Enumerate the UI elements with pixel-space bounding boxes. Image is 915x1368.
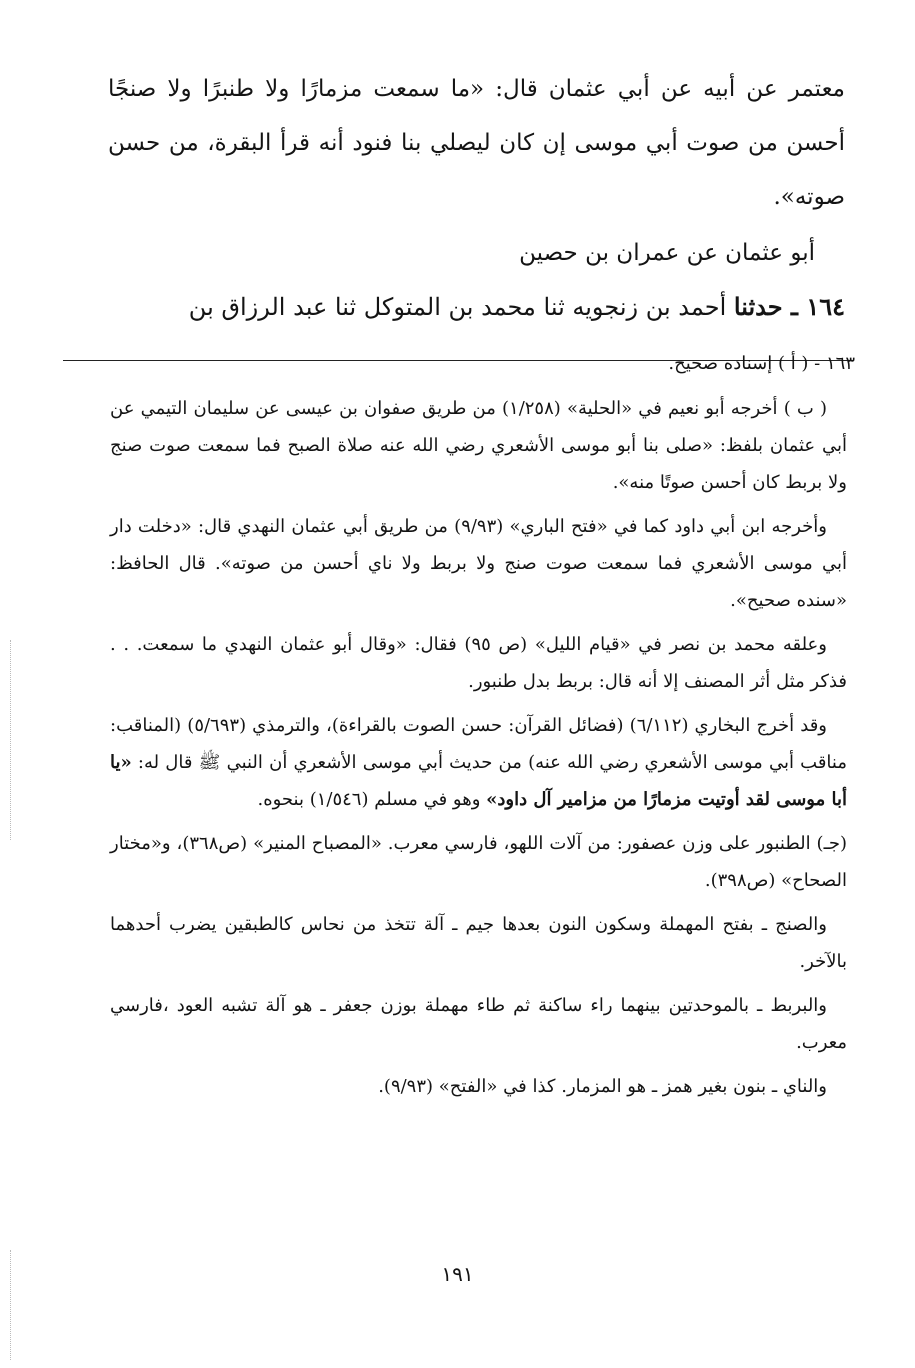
footnote-paragraph: (جـ) الطنبور على وزن عصفور: من آلات اللهو، فارسي معرب. «المصباح المنير» (ص٣٦٨)، و«مختار الصحاح» (ص٣٩٨). — [110, 833, 847, 891]
main-paragraph: معتمر عن أبيه عن أبي عثمان قال: «ما سمعت مزمارًا ولا طنبرًا ولا صنجًا أحسن من صوت أبي موسى إن كان ليصلي بنا فنود أنه قرأ البقرة، من حسن صوته». — [108, 76, 845, 210]
footnote-head: ١٦٣ - ( أ ) إسناده صحيح. — [668, 353, 855, 374]
footnote-paragraph: والبربط ـ بالموحدتين بينهما راء ساكنة ثم طاء مهملة بوزن جعفر ـ هو آلة تشبه العود ،فارسي معرب. — [110, 995, 847, 1053]
scan-edge-mark — [10, 1250, 11, 1360]
hadith-number: ١٦٤ ـ حدثنا — [733, 292, 845, 321]
hadith-line — [108, 280, 845, 334]
footnote-paragraph — [110, 707, 847, 818]
footnotes — [110, 345, 855, 1112]
footnote-paragraph: ( ب ) أخرجه أبو نعيم في «الحلية» (١/٢٥٨) من طريق صفوان بن عيسى عن سليمان التيمي عن أبي عثمان بلفظ: «صلى بنا أبو موسى الأشعري رضي الله عنه صلاة الصبح فما سمعت صوت صنج ولا بربط كان أحسن صوتًا منه». — [110, 398, 847, 493]
footnote-text: وهو في مسلم (١/٥٤٦) بنحوه. — [257, 789, 487, 810]
footnote-text: وقد أخرج البخاري (٦/١١٢) (فضائل القرآن: حسن الصوت بالقراءة)، والترمذي (٥/٦٩٣) (المناقب: مناقب أبي موسى الأشعري رضي الله عنه) من حديث أبي موسى الأشعري أن النبي ﷺ قال له: — [110, 715, 847, 773]
main-text — [108, 62, 845, 334]
footnote-paragraph: وأخرجه ابن أبي داود كما في «فتح الباري» (٩/٩٣) من طريق أبي عثمان النهدي قال: «دخلت دار أبي موسى الأشعري فما سمعت صوت صنج ولا بربط ولا ناي أحسن من صوته». قال الحافظ: «سنده صحيح». — [110, 516, 847, 611]
page-number: ١٩١ — [441, 1262, 474, 1286]
footnote-paragraph: والناي ـ بنون بغير همز ـ هو المزمار. كذا في «الفتح» (٩/٩٣). — [378, 1076, 827, 1097]
footnote-paragraph: والصنج ـ بفتح المهملة وسكون النون بعدها جيم ـ آلة تتخذ من نحاس كالطبقين يضرب أحدهما بالآخر. — [110, 914, 847, 972]
narration-chain-line: أبو عثمان عن عمران بن حصين — [519, 240, 815, 266]
hadith-text: أحمد بن زنجويه ثنا محمد بن المتوكل ثنا عبد الرزاق بن — [188, 293, 734, 321]
footnote-paragraph: وعلقه محمد بن نصر في «قيام الليل» (ص ٩٥) فقال: «وقال أبو عثمان النهدي ما سمعت. . . فذكر مثل أثر المصنف إلا أنه قال: بربط بدل طنبور. — [110, 634, 847, 692]
scan-edge-mark — [10, 640, 11, 840]
hadith-quote: «يا أبا موسى لقد أوتيت مزمارًا من مزامير آل داود» — [110, 752, 847, 810]
